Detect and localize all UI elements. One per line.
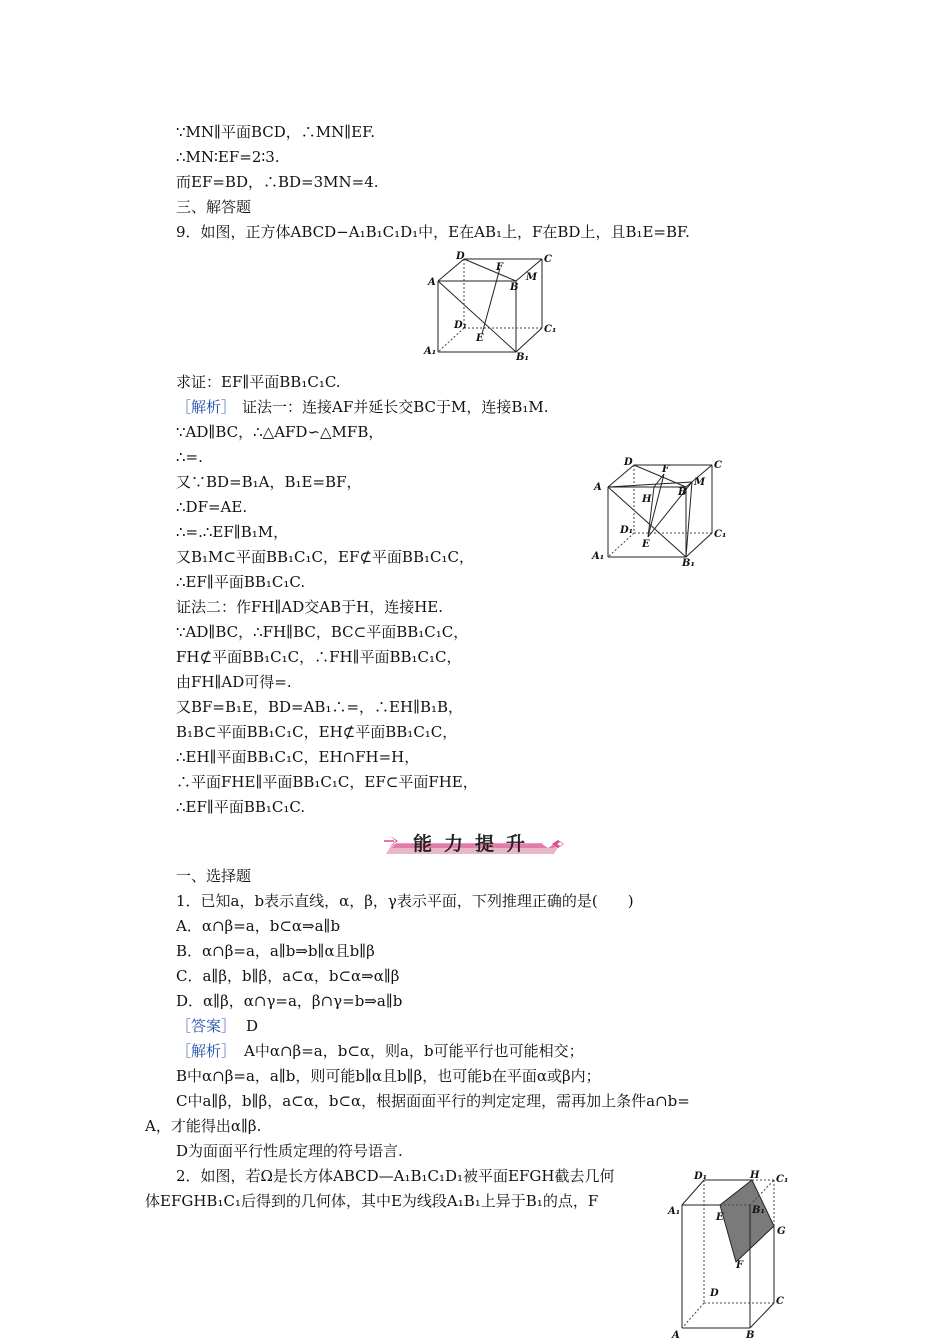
question-9-prove: 求证：EF∥平面BB₁C₁C.	[176, 373, 341, 391]
solution-line: B₁B⊂平面BB₁C₁C，EH⊄平面BB₁C₁C，	[176, 723, 458, 741]
label-E: E	[716, 1212, 724, 1223]
label-B: B	[678, 487, 687, 498]
label-A1: A₁	[668, 1206, 681, 1217]
question-2-stem: 2．如图，若Ω是长方体ABCD—A₁B₁C₁D₁被平面EFGH截去几何	[176, 1167, 615, 1185]
label-A1: A₁	[424, 346, 437, 357]
label-D1: D₁	[620, 525, 634, 536]
label-M: M	[694, 477, 706, 488]
question-1-stem: 1．已知a，b表示直线，α，β，γ表示平面，下列推理正确的是( )	[176, 892, 634, 910]
option-d: D．α∥β，α∩γ=a，β∩γ=b⇒a∥b	[176, 992, 403, 1010]
solution-line: ∴=.	[176, 448, 203, 466]
solution-line: ∴DF=AE.	[176, 498, 248, 516]
solution-line: ∴平面FHE∥平面BB₁C₁C，EF⊂平面FHE，	[176, 773, 478, 791]
label-H: H	[642, 494, 652, 505]
label-C: C	[776, 1296, 784, 1307]
solution-line: 又B₁M⊂平面BB₁C₁C，EF⊄平面BB₁C₁C，	[176, 548, 474, 566]
analysis-line	[176, 1041, 584, 1061]
section-banner	[382, 828, 568, 858]
label-A1: A₁	[592, 551, 605, 562]
section-heading: 三、解答题	[176, 198, 252, 216]
analysis-line: D为面面平行性质定理的符号语言.	[176, 1142, 403, 1160]
label-C: C	[714, 460, 722, 471]
solution-line: 由FH∥AD可得=.	[176, 673, 292, 691]
label-C1: C₁	[776, 1174, 789, 1185]
label-D1: D₁	[694, 1171, 708, 1182]
question-9-stem: 9．如图，正方体ABCD−A₁B₁C₁D₁中，E在AB₁上，F在BD上，且B₁E=BF.	[176, 223, 690, 241]
option-c: C．a∥β，b∥β，a⊂α，b⊂α⇒α∥β	[176, 967, 400, 985]
question-2-stem: 体EFGHB₁C₁后得到的几何体，其中E为线段A₁B₁上异于B₁的点，F	[145, 1192, 599, 1210]
proof-method-1: 证法一：连接AF并延长交BC于M，连接B₁M.	[242, 398, 549, 416]
analysis-line: C中a∥β，b∥β，a⊂α，b⊂α，根据面面平行的判定定理，需再加上条件a∩b=	[176, 1092, 690, 1110]
label-F: F	[496, 262, 504, 273]
label-D: D	[624, 457, 633, 468]
analysis-line: A，才能得出α∥β.	[145, 1117, 262, 1135]
label-E: E	[642, 539, 650, 550]
solution-line: ∴EH∥平面BB₁C₁C，EH∩FH=H，	[176, 748, 420, 766]
label-B: B	[510, 282, 519, 293]
label-A: A	[428, 277, 436, 288]
answer-line	[176, 1016, 258, 1036]
label-H: H	[750, 1170, 760, 1181]
text-line: ∴MN∶EF=2∶3.	[176, 148, 280, 166]
label-A: A	[672, 1330, 680, 1341]
section-heading: 一、选择题	[176, 867, 252, 885]
label-B1: B₁	[516, 352, 529, 363]
text-line: 而EF=BD，∴BD=3MN=4.	[176, 173, 379, 191]
option-a: A．α∩β=a，b⊂α⇒a∥b	[176, 917, 341, 935]
solution-line: 又∵BD=B₁A，B₁E=BF，	[176, 473, 362, 491]
analysis-tag: ［解析］	[176, 398, 237, 416]
solution-line: 证法二：作FH∥AD交AB于H，连接HE.	[176, 598, 444, 616]
answer-value: D	[246, 1017, 259, 1035]
label-F: F	[736, 1260, 744, 1271]
solution-line	[176, 397, 549, 417]
label-G: G	[777, 1226, 786, 1237]
solution-line: ∴EF∥平面BB₁C₁C.	[176, 573, 306, 591]
label-C1: C₁	[714, 529, 727, 540]
label-C1: C₁	[544, 324, 557, 335]
solution-line: ∵AD∥BC，∴FH∥BC，BC⊂平面BB₁C₁C，	[176, 623, 469, 641]
solution-line: ∴EF∥平面BB₁C₁C.	[176, 798, 306, 816]
solution-line: FH⊄平面BB₁C₁C，∴FH∥平面BB₁C₁C，	[176, 648, 462, 666]
label-D1: D₁	[454, 320, 468, 331]
label-E: E	[476, 333, 484, 344]
label-D: D	[456, 251, 465, 262]
analysis-tag: ［解析］	[176, 1042, 237, 1060]
cube-figure-2	[588, 455, 733, 570]
label-B: B	[746, 1330, 755, 1341]
cuboid-figure	[664, 1168, 794, 1344]
label-B1: B₁	[682, 558, 695, 569]
label-A: A	[594, 482, 602, 493]
solution-line: ∵AD∥BC，∴△AFD∽△MFB，	[176, 423, 384, 441]
banner-title: 能力提升	[412, 833, 537, 855]
solution-line: ∴=.∴EF∥B₁M，	[176, 523, 289, 541]
analysis-text: A中α∩β=a，b⊂α，则a，b可能平行也可能相交；	[244, 1042, 584, 1060]
answer-tag: ［答案］	[176, 1017, 237, 1035]
cube-figure-1	[420, 248, 560, 363]
label-M: M	[526, 272, 538, 283]
label-B1: B₁	[752, 1205, 765, 1216]
option-b: B．α∩β=a，a∥b⇒b∥α且b∥β	[176, 942, 375, 960]
solution-line: 又BF=B₁E，BD=AB₁∴=，∴EH∥B₁B，	[176, 698, 464, 716]
text-line: ∵MN∥平面BCD，∴MN∥EF.	[176, 123, 375, 141]
label-C: C	[544, 254, 552, 265]
analysis-line: B中α∩β=a，a∥b，则可能b∥α且b∥β，也可能b在平面α或β内；	[176, 1067, 601, 1085]
label-F: F	[662, 464, 670, 475]
label-D: D	[710, 1288, 719, 1299]
